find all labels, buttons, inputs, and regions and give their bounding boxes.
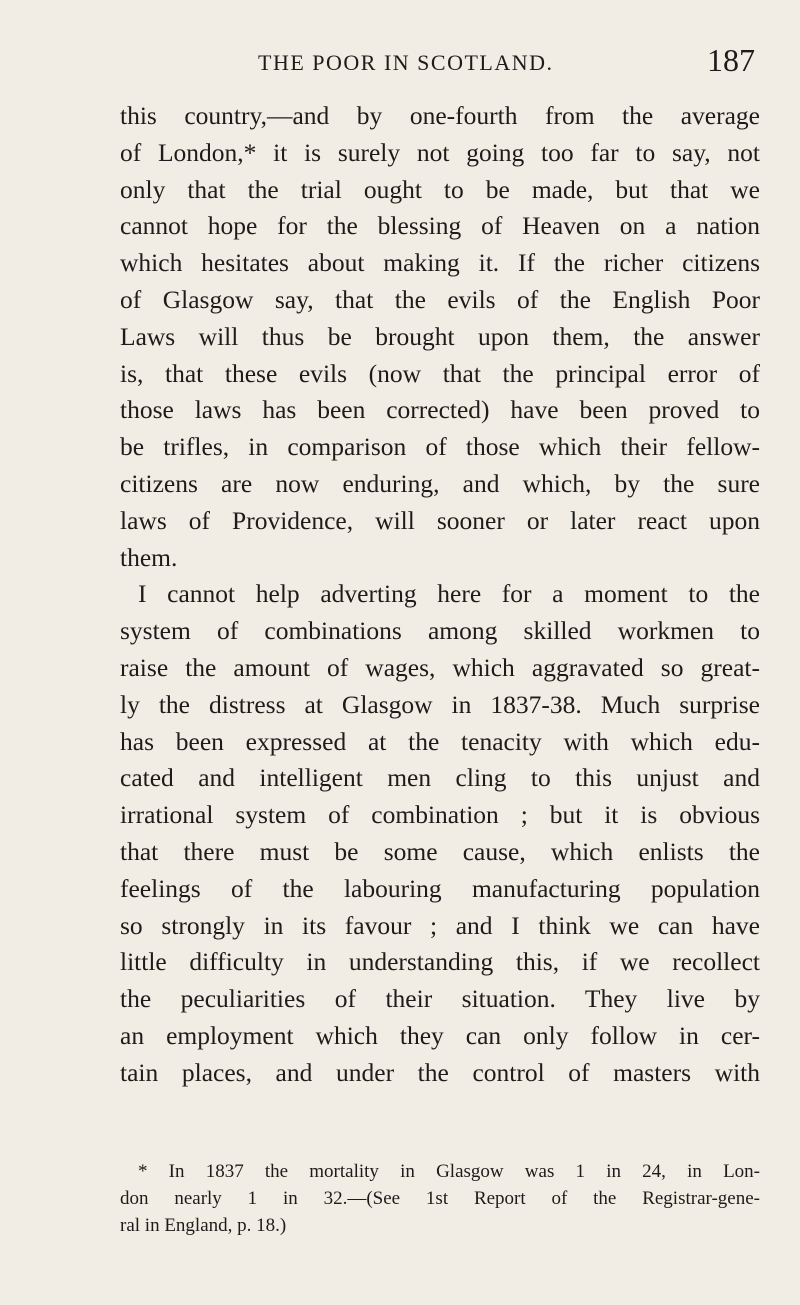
text-line: raise the amount of wages, which aggravated so great- <box>120 652 760 682</box>
text-line: irrational system of combination ; but it is obvious <box>120 800 760 830</box>
text-line: tain places, and under the control of masters with <box>120 1057 760 1087</box>
text-line: of Glasgow say, that the evils of the English Poor <box>120 284 760 314</box>
footnote-line: don nearly 1 in 32.—(See 1st Report of the Registrar-gene- <box>120 1188 760 1209</box>
text-line: that there must be some cause, which enlists the <box>120 836 760 866</box>
page-number: 187 <box>707 42 755 78</box>
running-head <box>120 42 755 82</box>
text-line: has been expressed at the tenacity with which edu- <box>120 726 760 756</box>
text-line: an employment which they can only follow in cer- <box>120 1020 760 1050</box>
text-line: be trifles, in comparison of those which their fellow- <box>120 432 760 462</box>
text-line: them. <box>120 542 178 572</box>
text-line: only that the trial ought to be made, but that we <box>120 174 760 204</box>
text-line: which hesitates about making it. If the richer citizens <box>120 248 760 278</box>
body-text <box>120 98 760 1092</box>
text-line: the peculiarities of their situation. They live by <box>120 984 760 1014</box>
text-line: little difficulty in understanding this, if we recollect <box>120 947 760 977</box>
text-line: ly the distress at Glasgow in 1837-38. Much surprise <box>120 689 760 719</box>
text-line: Laws will thus be brought upon them, the answer <box>120 321 760 351</box>
text-line: cated and intelligent men cling to this unjust and <box>120 763 760 793</box>
text-line: system of combinations among skilled workmen to <box>120 616 760 646</box>
text-line: laws of Providence, will sooner or later react upon <box>120 505 760 535</box>
text-line: is, that these evils (now that the principal error of <box>120 358 760 388</box>
footnote-line: * In 1837 the mortality in Glasgow was 1 in 24, in Lon- <box>138 1161 760 1182</box>
running-title: THE POOR IN SCOTLAND. <box>258 50 554 75</box>
text-line: this country,—and by one-fourth from the average <box>120 101 760 130</box>
text-line: so strongly in its favour ; and I think we can have <box>120 910 760 940</box>
footnote <box>120 1158 760 1239</box>
footnote-line: ral in England, p. 18.) <box>120 1215 287 1236</box>
text-line: citizens are now enduring, and which, by the sure <box>120 468 760 498</box>
text-line: I cannot help adverting here for a moment to the <box>138 579 760 609</box>
text-line: feelings of the labouring manufacturing population <box>120 873 760 903</box>
text-line: of London,* it is surely not going too far to say, not <box>120 137 760 167</box>
text-line: cannot hope for the blessing of Heaven on a nation <box>120 211 760 241</box>
text-line: those laws has been corrected) have been proved to <box>120 395 760 425</box>
